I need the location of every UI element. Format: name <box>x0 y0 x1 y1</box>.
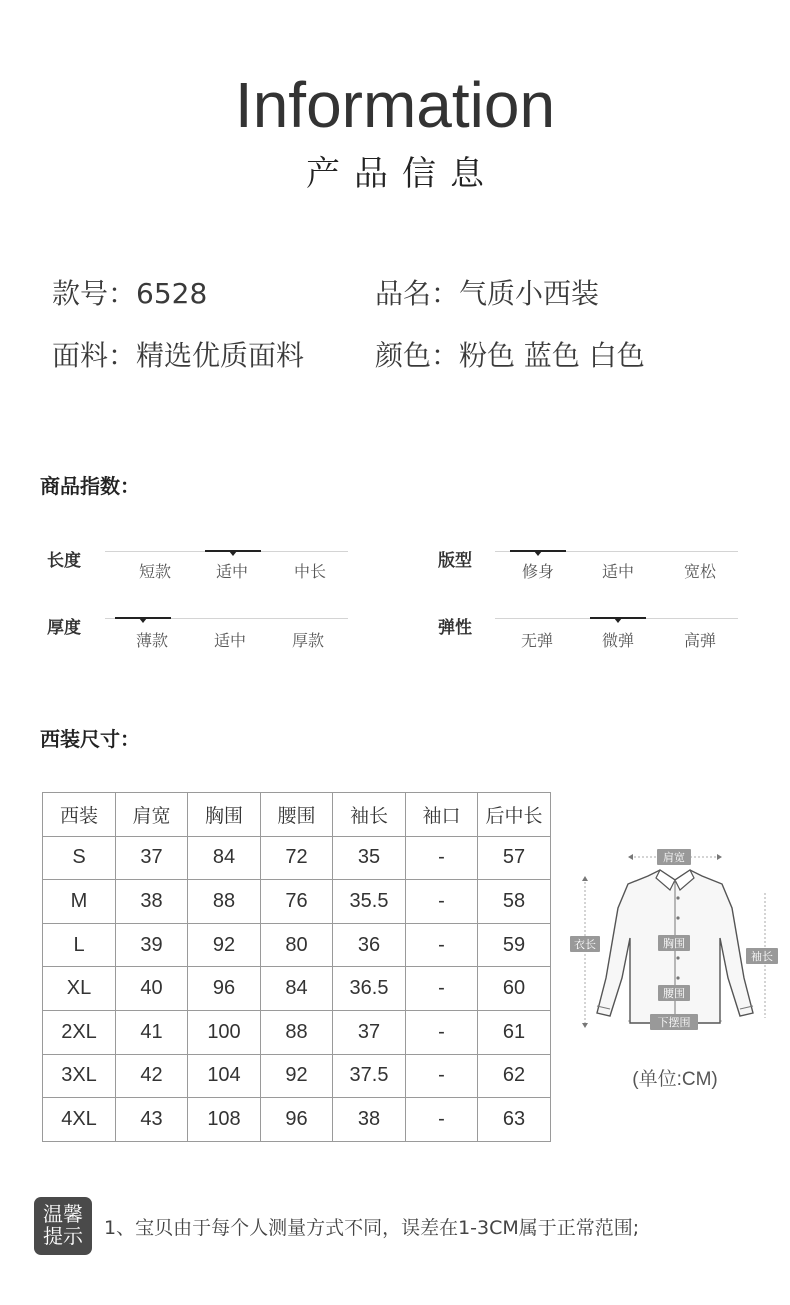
table-cell: 37 <box>116 836 188 880</box>
index-section-title: 商品指数： <box>40 474 140 498</box>
table-cell: 59 <box>478 923 551 967</box>
table-cell: 41 <box>116 1010 188 1054</box>
table-cell: - <box>406 967 478 1011</box>
tip-text: 1、宝贝由于每个人测量方式不同，误差在1-3CM属于正常范围; <box>104 1217 640 1239</box>
index-option: 厚款 <box>291 631 324 650</box>
table-cell: - <box>406 1098 478 1142</box>
tip-badge <box>34 1197 92 1255</box>
table-header-row <box>43 793 551 837</box>
table-cell: 84 <box>261 967 333 1011</box>
table-cell: 35.5 <box>333 880 406 924</box>
table-cell: 57 <box>478 836 551 880</box>
diagram-label-hem: 下摆围 <box>657 1016 691 1029</box>
style-number: 款号：6528 <box>52 277 208 310</box>
product-name: 品名：气质小西装 <box>375 277 600 310</box>
garment-measurement-diagram <box>570 838 785 1038</box>
index-option: 中长 <box>293 562 326 581</box>
table-cell: 37.5 <box>333 1054 406 1098</box>
index-marker-fit <box>510 550 566 552</box>
colors: 颜色：粉色 蓝色 白色 <box>375 339 645 372</box>
title-english: Information <box>234 69 556 141</box>
diagram-label-shoulder: 肩宽 <box>663 851 685 864</box>
index-marker-elasticity <box>590 617 646 619</box>
index-option: 薄款 <box>135 631 168 650</box>
column-header: 胸围 <box>188 793 261 837</box>
table-cell: 4XL <box>43 1098 116 1142</box>
table-cell: 84 <box>188 836 261 880</box>
diagram-label-length: 衣长 <box>574 938 596 951</box>
column-header: 后中长 <box>478 793 551 837</box>
index-marker-length <box>205 550 261 552</box>
table-cell: - <box>406 1010 478 1054</box>
table-cell: - <box>406 880 478 924</box>
table-cell: 38 <box>116 880 188 924</box>
index-option: 短款 <box>138 562 171 581</box>
index-label-length: 长度 <box>47 551 81 571</box>
tip-badge-line2: 提示 <box>43 1224 83 1248</box>
table-cell: 104 <box>188 1054 261 1098</box>
table-cell: 37 <box>333 1010 406 1054</box>
index-option: 适中 <box>213 631 246 650</box>
table-cell: - <box>406 836 478 880</box>
column-header: 西装 <box>43 793 116 837</box>
table-cell: - <box>406 923 478 967</box>
table-cell: 92 <box>188 923 261 967</box>
index-marker-thickness <box>115 617 171 619</box>
column-header: 腰围 <box>261 793 333 837</box>
index-label-fit: 版型 <box>438 551 472 571</box>
table-cell: 62 <box>478 1054 551 1098</box>
index-option: 高弹 <box>683 631 716 650</box>
table-cell: 76 <box>261 880 333 924</box>
table-cell: 88 <box>188 880 261 924</box>
tip-badge-line1: 温馨 <box>43 1202 83 1226</box>
index-option: 微弹 <box>601 631 634 650</box>
column-header: 袖长 <box>333 793 406 837</box>
title-chinese: 产品信息 <box>306 154 498 194</box>
table-cell: 96 <box>188 967 261 1011</box>
table-cell: 36 <box>333 923 406 967</box>
size-table <box>42 792 551 1142</box>
table-cell: 38 <box>333 1098 406 1142</box>
table-row <box>43 836 551 880</box>
fabric: 面料：精选优质面料 <box>52 339 305 372</box>
unit-label: (单位:CM) <box>632 1069 718 1090</box>
table-cell: 36.5 <box>333 967 406 1011</box>
index-option: 宽松 <box>683 562 716 581</box>
table-cell: 108 <box>188 1098 261 1142</box>
index-option: 适中 <box>215 562 248 581</box>
table-row <box>43 967 551 1011</box>
index-option: 适中 <box>601 562 634 581</box>
table-row <box>43 880 551 924</box>
table-cell: 40 <box>116 967 188 1011</box>
table-cell: - <box>406 1054 478 1098</box>
table-cell: XL <box>43 967 116 1011</box>
column-header: 肩宽 <box>116 793 188 837</box>
index-option: 无弹 <box>520 631 553 650</box>
table-cell: 42 <box>116 1054 188 1098</box>
table-cell: 43 <box>116 1098 188 1142</box>
index-option: 修身 <box>521 562 554 581</box>
table-cell: 60 <box>478 967 551 1011</box>
table-row <box>43 1010 551 1054</box>
table-cell: 35 <box>333 836 406 880</box>
table-cell: 2XL <box>43 1010 116 1054</box>
table-cell: 96 <box>261 1098 333 1142</box>
table-cell: 58 <box>478 880 551 924</box>
diagram-label-sleeve: 袖长 <box>751 950 773 963</box>
index-label-thickness: 厚度 <box>47 618 81 638</box>
table-cell: 100 <box>188 1010 261 1054</box>
table-cell: M <box>43 880 116 924</box>
table-row <box>43 1054 551 1098</box>
table-cell: 92 <box>261 1054 333 1098</box>
table-row <box>43 923 551 967</box>
diagram-label-chest: 胸围 <box>663 937 685 950</box>
table-cell: 80 <box>261 923 333 967</box>
table-cell: 3XL <box>43 1054 116 1098</box>
diagram-label-waist: 腰围 <box>663 987 685 1000</box>
index-label-elasticity: 弹性 <box>438 618 472 638</box>
table-cell: 39 <box>116 923 188 967</box>
size-section-title: 西装尺寸： <box>40 727 140 751</box>
table-cell: S <box>43 836 116 880</box>
table-cell: L <box>43 923 116 967</box>
column-header: 袖口 <box>406 793 478 837</box>
table-row <box>43 1098 551 1142</box>
table-cell: 72 <box>261 836 333 880</box>
table-cell: 63 <box>478 1098 551 1142</box>
table-cell: 61 <box>478 1010 551 1054</box>
table-cell: 88 <box>261 1010 333 1054</box>
